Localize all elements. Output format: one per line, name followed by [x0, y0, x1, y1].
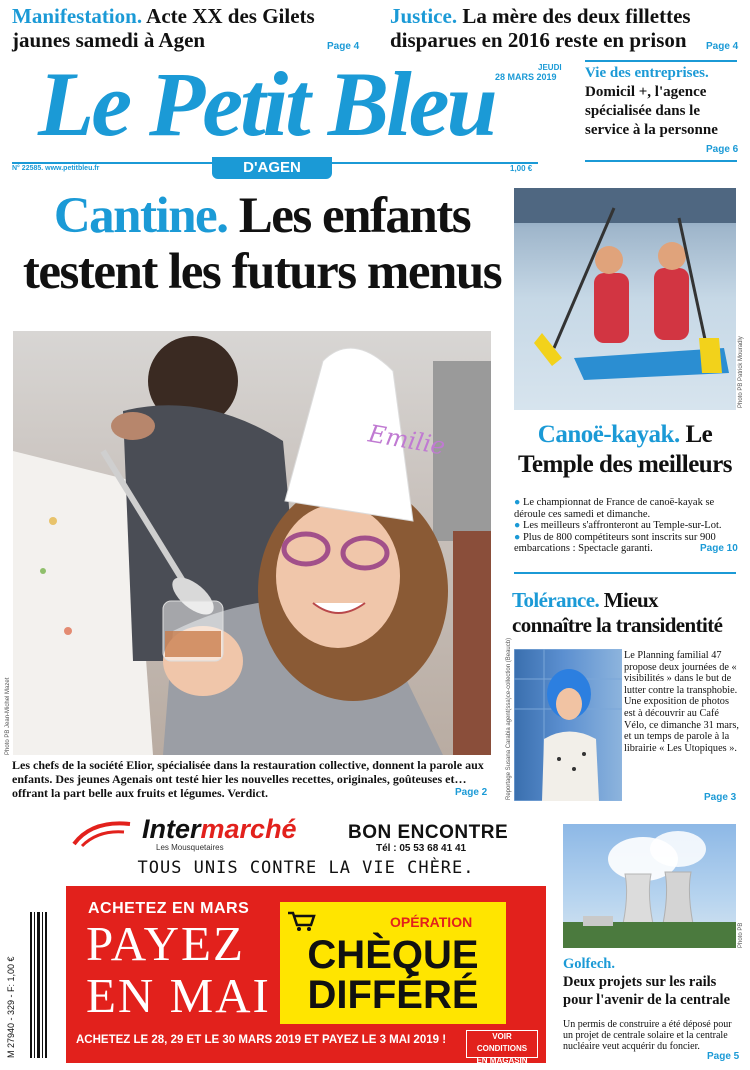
side-top-rule-bottom — [585, 160, 737, 162]
side-top-line-3: service à la personne — [585, 122, 718, 138]
kayak-photo[interactable] — [514, 188, 736, 410]
ad-buy: ACHETEZ EN MARS — [88, 900, 250, 917]
ad-red-block — [66, 886, 546, 1063]
side-top-rule — [585, 60, 737, 62]
lead-headline[interactable] — [12, 188, 512, 300]
masthead-title: Le Petit Bleu — [38, 53, 495, 155]
side-top-page: Page 6 — [706, 144, 739, 155]
intermarche-ad[interactable] — [66, 808, 546, 1063]
cart-icon — [286, 910, 316, 932]
teaser-left[interactable] — [12, 4, 362, 52]
ad-conditions-1: VOIR CONDITIONS — [476, 1032, 528, 1053]
masthead-subtitle: D'AGEN — [212, 157, 332, 179]
side-top-line-2: spécialisée dans le — [585, 103, 700, 119]
kayak-bullet-3: ● Plus de 800 compétiteurs sont inscrits sur 900 embarcations : Spectacle garanti. — [514, 531, 716, 554]
tolerance-photo[interactable] — [514, 649, 622, 801]
masthead-number: N° 22585. www.petitbleu.fr — [12, 165, 100, 172]
kayak-bullet-1: ● Le championnat de France de canoë-kayak se déroule ces samedi et dimanche. — [514, 497, 715, 520]
side-top-teaser[interactable] — [585, 64, 745, 140]
teaser-left-text1: Acte XX des Gilets — [146, 4, 315, 28]
golfech-page: Page 5 — [707, 1051, 740, 1062]
kayak-photo-image — [514, 188, 736, 410]
teaser-right-page: Page 4 — [706, 41, 739, 52]
kayak-head-1: Le — [685, 421, 713, 448]
golfech-photo-credit: Photo PB — [738, 922, 744, 948]
tolerance-headline[interactable] — [512, 588, 748, 638]
ad-pay-2: EN MAI — [86, 968, 271, 1023]
ad-differe: DIFFÉRÉ — [307, 973, 479, 1017]
golfech-photo[interactable] — [563, 824, 736, 948]
tolerance-rule — [514, 572, 736, 574]
lead-kicker: Cantine. — [53, 188, 228, 244]
teaser-right-kicker: Justice. — [390, 4, 458, 28]
tolerance-kicker: Tolérance. — [512, 588, 600, 612]
store-name: BON ENCONTRE — [348, 822, 509, 843]
lead-headline-2: testent les futurs menus — [22, 244, 502, 300]
tolerance-head-1: Mieux — [603, 588, 658, 612]
golfech-kicker: Golfech. — [563, 956, 615, 972]
barcode-text: M 27940 - 329 - F: 1,00 € — [6, 956, 16, 1058]
intermarche-logo-icon — [72, 818, 132, 848]
ad-conditions — [466, 1030, 538, 1065]
ad-footer: ACHETEZ LE 28, 29 ET LE 30 MARS 2019 ET PAYEZ LE 3 MAI 2019 ! — [76, 1034, 447, 1046]
lead-photo-credit: Photo PB Jean-Michel Mazet — [5, 677, 11, 755]
brand-name-b: marché — [200, 814, 297, 844]
ad-yellow-box — [280, 902, 506, 1024]
lead-photo-image — [13, 331, 491, 755]
side-top-kicker: Vie des entreprises. — [585, 65, 709, 81]
teaser-left-text2: jaunes samedi à Agen — [12, 28, 206, 52]
teaser-right-text1: La mère des deux fillettes — [462, 4, 691, 28]
masthead-price: 1,00 € — [510, 164, 533, 173]
golfech-head-1: Deux projets sur les rails — [563, 974, 717, 990]
kayak-head-2: Temple des meilleurs — [517, 451, 733, 478]
lead-page: Page 2 — [455, 787, 488, 798]
golfech-head-2: pour l'avenir de la centrale — [563, 992, 731, 1008]
tolerance-page: Page 3 — [704, 792, 737, 803]
tolerance-photo-credit: Reportage Susana Carabia agent(ssa)ce-collection (Beaucb) — [506, 637, 512, 800]
tolerance-photo-image — [514, 649, 622, 801]
side-top-line-1: Domicil +, l'agence — [585, 84, 707, 100]
brand-name — [142, 814, 297, 844]
kayak-bullet-2: ● Les meilleurs s'affronteront au Temple-sur-Lot. — [514, 520, 722, 531]
brand-name-a: Inter — [142, 814, 201, 844]
golfech-body: Un permis de construire a été déposé pour un projet de centrale solaire et la centrale nucléaire veut acquérir du foncier. — [563, 1019, 732, 1052]
teaser-right-text2: disparues en 2016 reste en prison — [390, 28, 687, 52]
ad-cheque: CHÈQUE — [307, 933, 479, 977]
kayak-photo-credit: Photo PB Patrick Mouradly — [738, 336, 744, 408]
tolerance-body: Le Planning familial 47 propose deux journées de « visibilités » dans le but de lutter contre la transphobie. Une exposition de photos est à découvrir au Café Vélo, ce dimanche 31 mars, et un temps de parole à la librairie « Les Utopiques ». — [624, 650, 739, 754]
kayak-page: Page 10 — [700, 543, 738, 554]
tolerance-head-2: connaître la transidentité — [512, 613, 723, 637]
chef-hat-name: Emilie — [366, 419, 448, 461]
teaser-left-page: Page 4 — [327, 41, 360, 52]
lead-headline-1: Les enfants — [238, 188, 471, 244]
kayak-kicker: Canoë-kayak. — [537, 421, 680, 448]
golfech-photo-image — [563, 824, 736, 948]
teaser-right[interactable] — [390, 4, 750, 52]
teaser-left-kicker: Manifestation. — [12, 4, 143, 28]
ad-conditions-2: EN MAGASIN — [476, 1056, 528, 1065]
kayak-headline[interactable] — [514, 420, 736, 480]
golfech-headline[interactable] — [563, 955, 748, 1009]
brand-sub: Les Mousquetaires — [156, 843, 224, 852]
ad-pay-1: PAYEZ — [86, 916, 245, 971]
masthead-day: JEUDI — [538, 63, 562, 72]
ad-slogan: TOUS UNIS CONTRE LA VIE CHÈRE. — [137, 858, 475, 878]
ad-operation: OPÉRATION — [390, 914, 473, 930]
lead-photo[interactable] — [13, 331, 491, 755]
store-phone: Tél : 05 53 68 41 41 — [376, 843, 467, 854]
masthead-date: 28 MARS 2019 — [495, 72, 557, 82]
lead-body: Les chefs de la société Elior, spécialisée dans la restauration collective, donnent la parole aux enfants. Des jeunes Agenais ont testé hier les nouvelles recettes, originales, goûteuses et… offrant la part belle aux fruits et légumes. Verdict. — [12, 758, 484, 800]
